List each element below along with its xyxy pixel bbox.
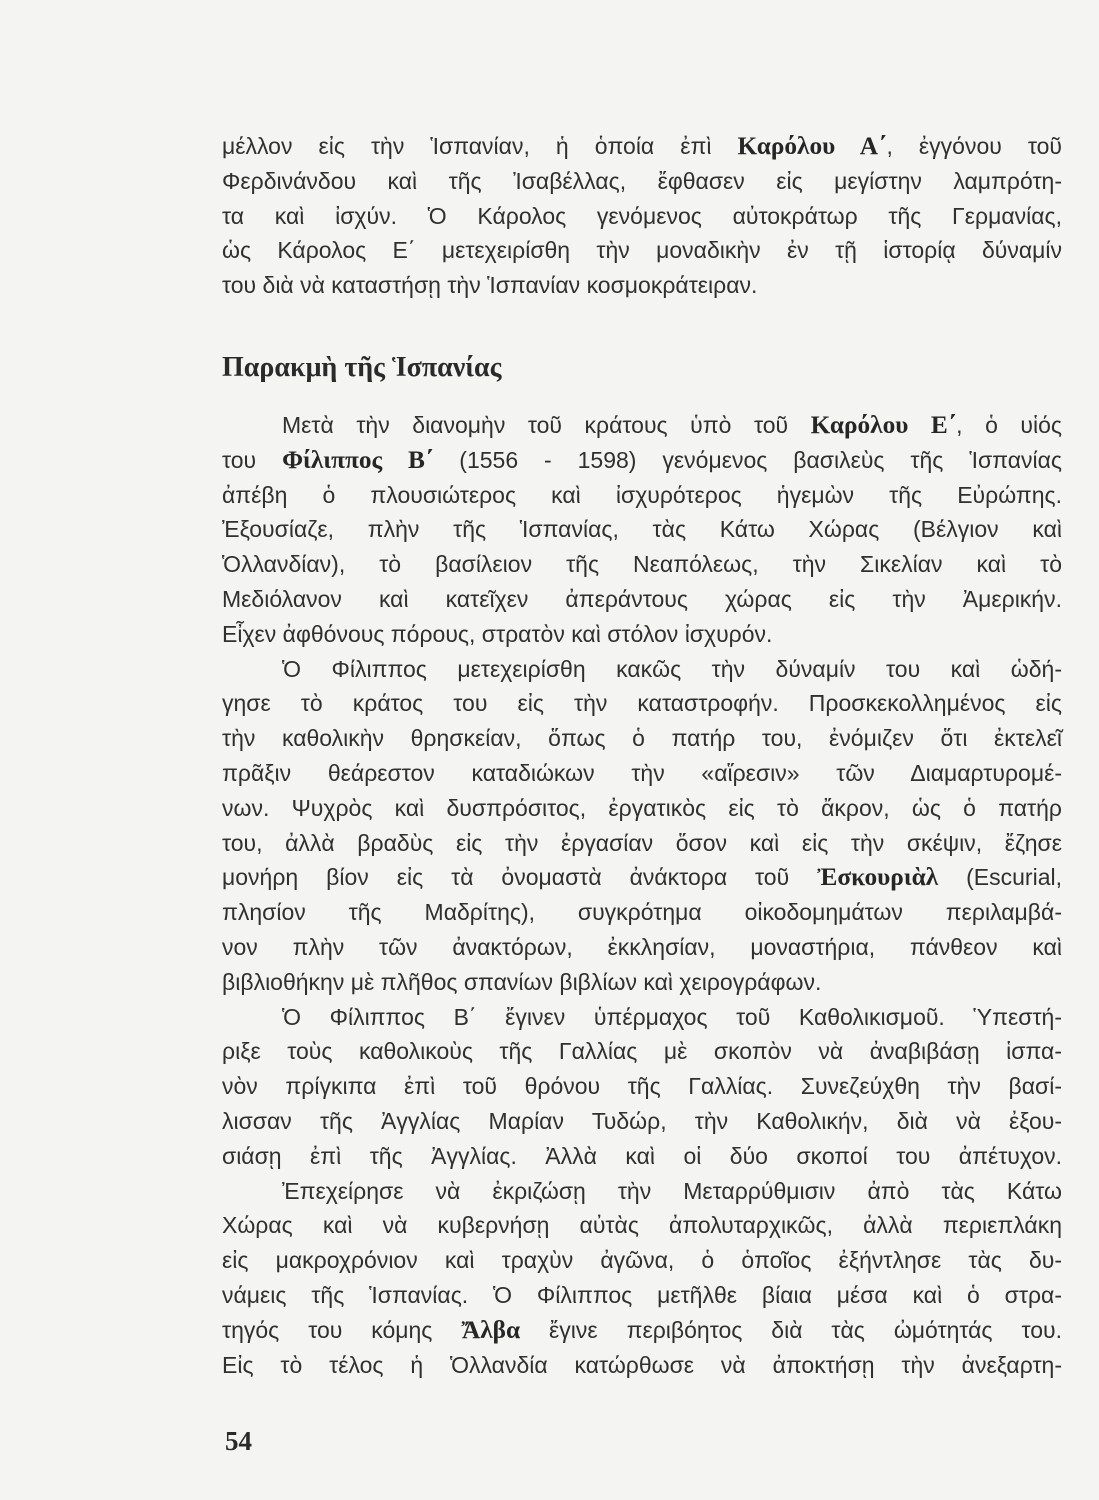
bold-term: Ἄλβα xyxy=(461,1315,521,1344)
section-heading: Παρακμὴ τῆς Ἱσπανίας xyxy=(222,352,502,383)
text-line: τὴν καθολικὴν θρησκείαν, ὅπως ὁ πατήρ του, ἐνόμιζεν ὅτι ἐκτελεῖ xyxy=(222,725,1062,752)
text-line xyxy=(222,129,1062,164)
section-body xyxy=(222,408,1062,1382)
text-line xyxy=(222,408,1062,443)
page-number: 54 xyxy=(225,1426,252,1456)
text-line: νὸν πρίγκιπα ἐπὶ τοῦ θρόνου τῆς Γαλλίας. Συνεζεύχθη τὴν βασί- xyxy=(222,1073,1062,1100)
text-segment: μέλλον εἰς τὴν Ἱσπανίαν, ἡ ὁποία ἐπὶ xyxy=(222,133,738,159)
text-line: Ὁ Φίλιππος μετεχειρίσθη κακῶς τὴν δύναμίν του καὶ ὡδή- xyxy=(282,655,1062,682)
text-line: πλησίον τῆς Μαδρίτης), συγκρότημα οἰκοδομημάτων περιλαμβά- xyxy=(222,899,1062,926)
text-line: Ὁ Φίλιππος Β΄ ἔγινεν ὑπέρμαχος τοῦ Καθολικισμοῦ. Ὑπεστή- xyxy=(282,1003,1062,1030)
bold-term: Ἐσκουριὰλ xyxy=(817,863,939,892)
text-line: ἀπέβη ὁ πλουσιώτερος καὶ ἰσχυρότερος ἡγεμὼν τῆς Εὐρώπης. xyxy=(222,481,1062,508)
text-line: γησε τὸ κράτος του εἰς τὴν καταστροφήν. Προσκεκολλημένος εἰς xyxy=(222,690,1062,717)
text-line: Ἐπεχείρησε νὰ ἐκριζώσῃ τὴν Μεταρρύθμισιν ἀπὸ τὰς Κάτω xyxy=(282,1177,1062,1204)
text-segment: ἔγινε περιβόητος διὰ τὰς ὠμότητάς του. xyxy=(520,1316,1062,1343)
text-segment: (1556 - 1598) γενόμενος βασιλεὺς τῆς Ἱσπανίας xyxy=(433,446,1062,473)
text-line: Εἶχεν ἀφθόνους πόρους, στρατὸν καὶ στόλον ἰσχυρόν. xyxy=(222,620,773,647)
paragraph xyxy=(222,1174,1062,1383)
paragraph xyxy=(222,408,1062,652)
text-line: ὡς Κάρολος Ε΄ μετεχειρίσθη τὴν μοναδικὴν ἐν τῇ ἱστορίᾳ δύναμίν xyxy=(222,237,1062,264)
bold-term: Καρόλου Α΄ xyxy=(737,132,887,160)
paragraph xyxy=(222,652,1062,1000)
text-line: νον πλὴν τῶν ἀνακτόρων, ἐκκλησίαν, μοναστήρια, πάνθεον καὶ xyxy=(222,933,1062,960)
text-segment: Μετὰ τὴν διανομὴν τοῦ κράτους ὑπὸ τοῦ xyxy=(282,412,811,438)
text-segment: , ἐγγόνου τοῦ xyxy=(886,133,1062,159)
text-line: βιβλιοθήκην μὲ πλῆθος σπανίων βιβλίων καὶ χειρογράφων. xyxy=(222,968,822,995)
text-line: πρᾶξιν θεάρεστον καταδιώκων τὴν «αἵρεσιν» τῶν Διαμαρτυρομέ- xyxy=(222,759,1062,786)
text-segment: (Escurial, xyxy=(938,864,1062,891)
text-line: ριξε τοὺς καθολικοὺς τῆς Γαλλίας μὲ σκοπὸν νὰ ἀναβιβάσῃ ἱσπα- xyxy=(222,1038,1062,1065)
text-line: του διὰ νὰ καταστήσῃ τὴν Ἱσπανίαν κοσμοκράτειραν. xyxy=(222,272,758,299)
text-line: Ἐξουσίαζε, πλὴν τῆς Ἱσπανίας, τὰς Κάτω Χώρας (Βέλγιον καὶ xyxy=(222,516,1062,543)
text-line: Χώρας καὶ νὰ κυβερνήσῃ αὐτὰς ἀπολυταρχικῶς, ἀλλὰ περιεπλάκη xyxy=(222,1212,1062,1239)
text-line: νάμεις τῆς Ἱσπανίας. Ὁ Φίλιππος μετῆλθε βίαια μέσα καὶ ὁ στρα- xyxy=(222,1281,1062,1308)
text-line xyxy=(222,1313,1062,1348)
paragraph xyxy=(222,129,1062,303)
text-line: τα καὶ ἰσχύν. Ὁ Κάρολος γενόμενος αὐτοκράτωρ τῆς Γερμανίας, xyxy=(222,202,1062,229)
text-segment: μονήρη βίον εἰς τὰ ὀνομαστὰ ἀνάκτορα τοῦ xyxy=(222,864,818,891)
text-segment: του xyxy=(222,446,283,473)
text-line: Φερδινάνδου καὶ τῆς Ἰσαβέλλας, ἔφθασεν εἰς μεγίστην λαμπρότη- xyxy=(222,167,1062,194)
text-segment: , ὁ υἱός xyxy=(956,412,1063,438)
text-line: Ὁλλανδίαν), τὸ βασίλειον τῆς Νεαπόλεως, τὴν Σικελίαν καὶ τὸ xyxy=(222,551,1062,578)
text-line: λισσαν τῆς Ἀγγλίας Μαρίαν Τυδώρ, τὴν Καθολικήν, διὰ νὰ ἐξου- xyxy=(222,1107,1062,1134)
text-line: νων. Ψυχρὸς καὶ δυσπρόσιτος, ἐργατικὸς εἰς τὸ ἄκρον, ὡς ὁ πατήρ xyxy=(222,794,1062,821)
text-line: σιάσῃ ἐπὶ τῆς Ἀγγλίας. Ἀλλὰ καὶ οἱ δύο σκοποί του ἀπέτυχον. xyxy=(222,1142,1062,1169)
text-line: του, ἀλλὰ βραδὺς εἰς τὴν ἐργασίαν ὅσον καὶ εἰς τὴν σκέψιν, ἔζησε xyxy=(222,829,1062,856)
text-line xyxy=(222,860,1062,895)
text-line: Εἰς τὸ τέλος ἡ Ὁλλανδία κατώρθωσε νὰ ἀποκτήσῃ τὴν ἀνεξαρτη- xyxy=(222,1351,1062,1378)
bold-term: Καρόλου Ε΄ xyxy=(810,411,957,439)
text-line: εἰς μακροχρόνιον καὶ τραχὺν ἀγῶνα, ὁ ὁποῖος ἐξήντλησε τὰς δυ- xyxy=(222,1247,1062,1274)
paragraph xyxy=(222,1000,1062,1174)
text-line: Μεδιόλανον καὶ κατεῖχεν ἀπεράντους χώρας εἰς τὴν Ἀμερικήν. xyxy=(222,585,1062,612)
bold-term: Φίλιππος Β΄ xyxy=(282,445,434,474)
text-line xyxy=(222,443,1062,478)
text-segment: τηγός του κόμης xyxy=(222,1316,462,1343)
